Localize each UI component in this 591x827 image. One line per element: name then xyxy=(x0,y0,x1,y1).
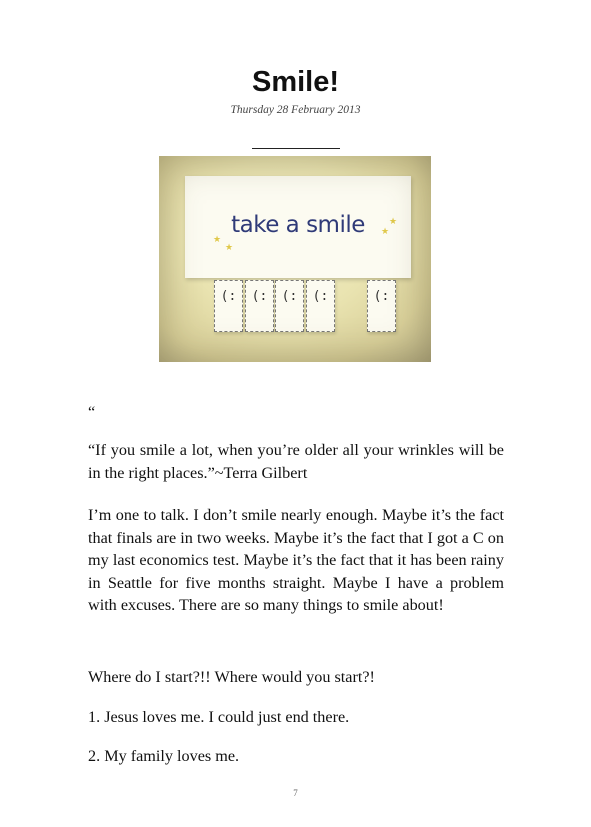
open-quote-mark: “ xyxy=(88,403,96,421)
quote-paragraph: “If you smile a lot, when you’re older all your wrinkles will be in the right places.”~Terra Gilbert xyxy=(88,441,504,482)
list-item: 1. Jesus loves me. I could just end there. xyxy=(88,708,350,726)
smiley-face: (: xyxy=(373,289,390,304)
note-text: take a smile xyxy=(231,212,365,238)
list-item: 2. My family loves me. xyxy=(88,747,240,765)
smiley-face: (: xyxy=(220,289,237,304)
body-paragraph: Where do I start?!! Where would you start?! xyxy=(88,668,375,686)
tear-off-tab xyxy=(306,280,335,332)
tear-off-tab xyxy=(275,280,304,332)
tear-off-tab xyxy=(214,280,243,332)
take-a-smile-photo xyxy=(159,156,431,362)
smiley-face: (: xyxy=(281,289,298,304)
star-icon: ★ xyxy=(225,242,234,252)
tear-off-tab xyxy=(367,280,396,332)
page-title: Smile! xyxy=(251,66,340,98)
page-number: 7 xyxy=(293,788,298,798)
smiley-face: (: xyxy=(251,289,268,304)
star-icon: ★ xyxy=(381,226,390,236)
body-paragraph: I’m one to talk. I don’t smile nearly enough. Maybe it’s the fact that finals are in two weeks. Maybe it’s the fact that I got a C on my last economics test. Maybe it’s the fact that it has been rainy in Seattle for five months straight. Maybe I have a problem with excuses. There are so many things to smile about! xyxy=(88,506,504,614)
title-divider xyxy=(252,148,340,149)
post-date: Thursday 28 February 2013 xyxy=(230,104,361,116)
smiley-face: (: xyxy=(312,289,329,304)
tear-off-tab xyxy=(245,280,274,332)
paper-note xyxy=(185,176,411,278)
star-icon: ★ xyxy=(389,216,398,226)
star-icon: ★ xyxy=(213,234,222,244)
